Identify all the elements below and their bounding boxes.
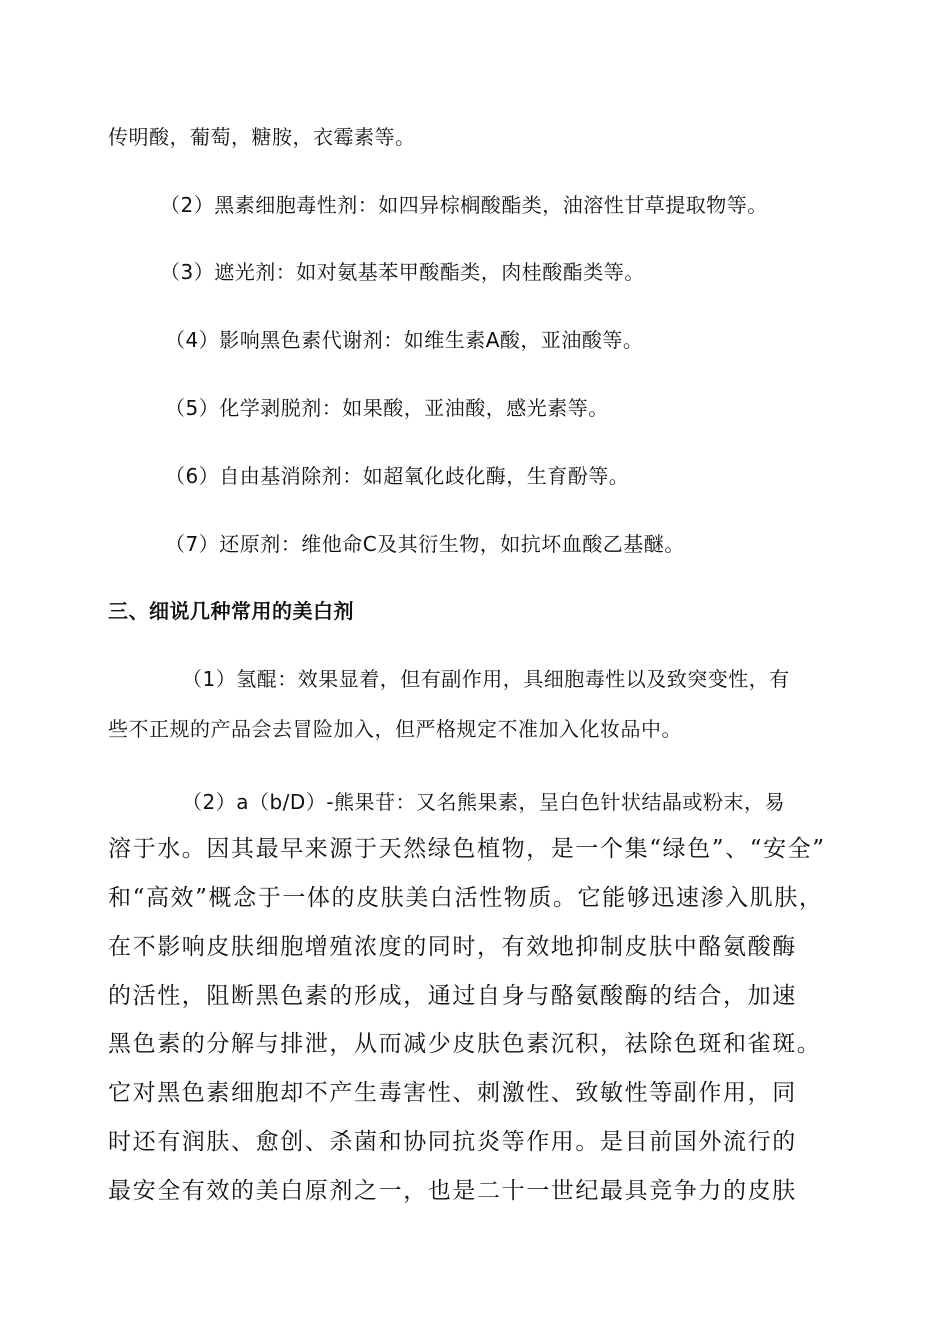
list-item-7: （7）还原剂：维他命C及其衍生物，如抗坏血酸乙基醚。: [165, 532, 685, 556]
text-line-continuation: 传明酸，葡萄，糖胺，衣霉素等。: [108, 125, 416, 149]
paragraph-arbutin-line: 溶于水。因其最早来源于天然绿色植物，是一个集“绿色”、“安全”: [108, 836, 826, 862]
paragraph-arbutin-line: 时还有润肤、愈创、杀菌和协同抗炎等作用。是目前国外流行的: [108, 1129, 797, 1155]
list-item-3: （3）遮光剂：如对氨基苯甲酸酯类，肉桂酸酯类等。: [160, 260, 645, 284]
paragraph-arbutin-lead: （2）a（b/D）-熊果苷：又名熊果素，呈白色针状结晶或粉末，易: [182, 790, 786, 814]
paragraph-arbutin-line: 黑色素的分解与排泄，从而减少皮肤色素沉积，祛除色斑和雀斑。: [108, 1031, 822, 1057]
paragraph-hydroquinone-line-1: （1）氢醌：效果显着，但有副作用，具细胞毒性以及致突变性，有: [182, 667, 790, 691]
paragraph-arbutin-line: 的活性，阻断黑色素的形成，通过自身与酪氨酸酶的结合，加速: [108, 983, 797, 1009]
list-item-4: （4）影响黑色素代谢剂：如维生素A酸，亚油酸等。: [165, 328, 644, 352]
paragraph-arbutin-line: 在不影响皮肤细胞增殖浓度的同时，有效地抑制皮肤中酪氨酸酶: [108, 934, 797, 960]
list-item-6: （6）自由基消除剂：如超氧化歧化酶，生育酚等。: [165, 464, 630, 488]
paragraph-arbutin-line: 和“高效”概念于一体的皮肤美白活性物质。它能够迅速渗入肌肤，: [108, 885, 824, 911]
list-item-5: （5）化学剥脱剂：如果酸，亚油酸，感光素等。: [165, 396, 609, 420]
paragraph-arbutin-line: 它对黑色素细胞却不产生毒害性、刺激性、致敏性等副作用，同: [108, 1080, 797, 1106]
section-heading: 三、细说几种常用的美白剂: [108, 599, 354, 623]
paragraph-arbutin-line: 最安全有效的美白原剂之一，也是二十一世纪最具竞争力的皮肤: [108, 1178, 797, 1204]
paragraph-hydroquinone-line-2: 些不正规的产品会去冒险加入，但严格规定不准加入化妆品中。: [108, 717, 682, 741]
list-item-2: （2）黑素细胞毒性剂：如四异棕榈酸酯类，油溶性甘草提取物等。: [160, 193, 768, 217]
